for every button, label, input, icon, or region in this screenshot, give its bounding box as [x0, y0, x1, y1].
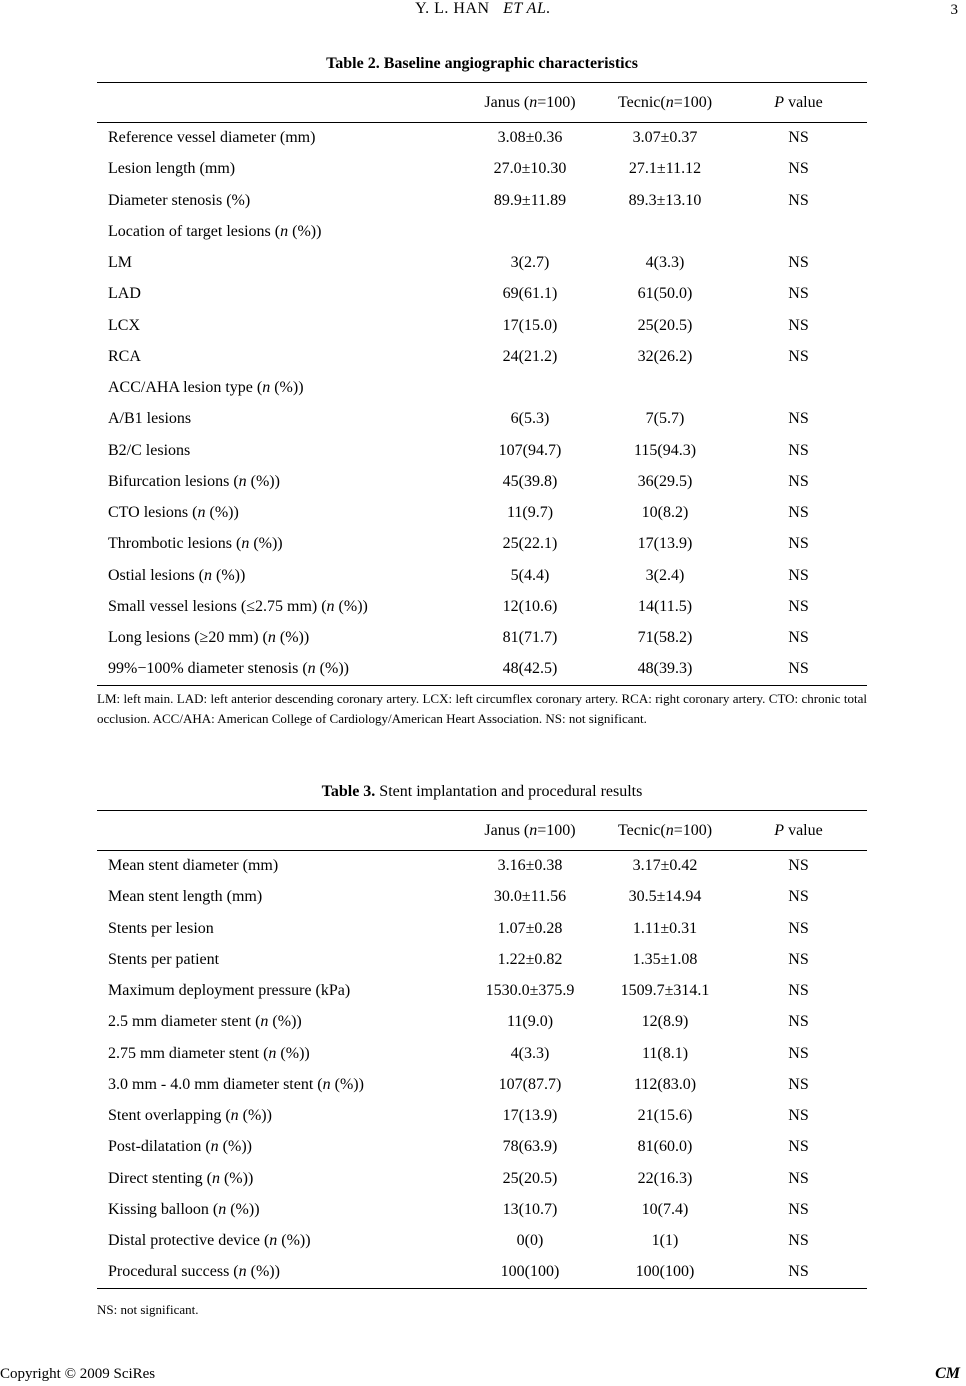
table-cell: NS	[788, 472, 809, 490]
table-cell: 61(50.0)	[637, 285, 693, 303]
table-cell: 1509.7±314.1	[620, 982, 710, 1000]
table-row	[97, 1194, 867, 1225]
table-row	[97, 591, 867, 622]
table-cell: 36(29.5)	[637, 472, 693, 490]
table-3-footnote: NS: not significant.	[97, 1302, 199, 1317]
column-header: P value	[774, 93, 823, 111]
table-cell	[730, 373, 867, 404]
table-cell: NS	[788, 660, 809, 678]
table-cell: 3.17±0.42	[632, 857, 698, 875]
row-label: Maximum deployment pressure (kPa)	[108, 982, 351, 1000]
table-cell: NS	[788, 316, 809, 334]
row-label: Procedural success (n (%))	[108, 1263, 280, 1281]
table-cell: NS	[788, 1200, 809, 1218]
table-cell: 1.07±0.28	[497, 919, 563, 937]
table-cell: 3(2.4)	[645, 566, 685, 584]
table-row	[97, 1101, 867, 1132]
table-cell: NS	[788, 1044, 809, 1062]
table-cell: 24(21.2)	[502, 347, 558, 365]
table-row	[97, 435, 867, 466]
row-label: Post-dilatation (n (%))	[108, 1138, 252, 1156]
table-3-caption	[97, 780, 867, 810]
row-label: RCA	[108, 347, 141, 365]
row-label: LM	[108, 254, 132, 272]
table-cell: 1.22±0.82	[497, 950, 563, 968]
table-cell: 10(7.4)	[641, 1200, 689, 1218]
row-label: Location of target lesions (n (%))	[108, 222, 322, 240]
table-cell: NS	[788, 160, 809, 178]
row-label: A/B1 lesions	[108, 410, 192, 428]
table-cell: NS	[788, 597, 809, 615]
table-2-block	[97, 52, 867, 686]
table-cell: 12(8.9)	[641, 1013, 689, 1031]
column-header-blank	[97, 811, 460, 851]
table-cell	[600, 216, 730, 247]
row-label: 2.75 mm diameter stent (n (%))	[108, 1044, 310, 1062]
table-row	[97, 976, 867, 1007]
table-cell: 7(5.7)	[645, 410, 685, 428]
table-row	[97, 529, 867, 560]
journal-abbreviation: CM	[935, 1365, 960, 1382]
table-row	[97, 373, 867, 404]
table-row	[97, 1007, 867, 1038]
row-label: Reference vessel diameter (mm)	[108, 129, 316, 147]
table-2-caption	[97, 52, 867, 82]
table-cell: 81(60.0)	[637, 1138, 693, 1156]
column-header: Janus (n=100)	[484, 93, 576, 111]
table-row	[97, 1038, 867, 1069]
row-label: 99%−100% diameter stenosis (n (%))	[108, 660, 349, 678]
row-label: 3.0 mm - 4.0 mm diameter stent (n (%))	[108, 1075, 364, 1093]
table-2-footnote: LM: left main. LAD: left anterior descending coronary artery. LCX: left circumflex coronary artery. RCA: right coronary artery. CTO: chronic total occlusion. ACC/AHA: American College of Cardiology/American Heart Association. NS: not significant.	[97, 691, 867, 726]
table-row	[97, 341, 867, 372]
table-cell: NS	[788, 1263, 809, 1281]
column-header: P value	[774, 821, 823, 839]
row-label: Diameter stenosis (%)	[108, 191, 251, 209]
table-2	[97, 82, 867, 686]
table-cell: NS	[788, 285, 809, 303]
table-row	[97, 560, 867, 591]
row-label: Mean stent diameter (mm)	[108, 857, 279, 875]
row-label: 2.5 mm diameter stent (n (%))	[108, 1013, 302, 1031]
table-cell: 13(10.7)	[502, 1200, 558, 1218]
table-cell: 17(13.9)	[502, 1107, 558, 1125]
row-label: Direct stenting (n (%))	[108, 1169, 254, 1187]
table-cell: 3(2.7)	[510, 254, 550, 272]
row-label: Thrombotic lesions (n (%))	[108, 535, 283, 553]
table-cell: NS	[788, 347, 809, 365]
table-2-title: Baseline angiographic characteristics	[383, 55, 638, 72]
table-cell: 11(9.7)	[506, 504, 554, 522]
table-cell: 48(39.3)	[637, 660, 693, 678]
table-cell: 48(42.5)	[502, 660, 558, 678]
table-row	[97, 279, 867, 310]
table-cell: NS	[788, 441, 809, 459]
table-cell: 30.5±14.94	[628, 888, 702, 906]
table-cell	[460, 373, 600, 404]
row-label: CTO lesions (n (%))	[108, 504, 239, 522]
table-cell: NS	[788, 191, 809, 209]
table-cell: 107(94.7)	[498, 441, 562, 459]
table-cell: 107(87.7)	[498, 1075, 562, 1093]
table-cell: NS	[788, 129, 809, 147]
table-cell: 78(63.9)	[502, 1138, 558, 1156]
table-cell: 100(100)	[500, 1263, 560, 1281]
table-row	[97, 154, 867, 185]
table-cell: 112(83.0)	[633, 1075, 697, 1093]
table-cell: 1.35±1.08	[632, 950, 698, 968]
table-cell	[600, 373, 730, 404]
table-cell: 11(9.0)	[506, 1013, 554, 1031]
table-cell: NS	[788, 950, 809, 968]
row-label: Stents per patient	[108, 950, 220, 968]
table-cell	[460, 216, 600, 247]
table-cell: 4(3.3)	[645, 254, 685, 272]
table-cell: NS	[788, 566, 809, 584]
table-row	[97, 466, 867, 497]
author-suffix: ET AL.	[503, 0, 551, 17]
table-cell: 1(1)	[651, 1232, 679, 1250]
row-label: Kissing balloon (n (%))	[108, 1200, 260, 1218]
row-label: Ostial lesions (n (%))	[108, 566, 246, 584]
table-3-header-row	[97, 811, 867, 851]
copyright-notice: Copyright © 2009 SciRes	[0, 1366, 156, 1382]
running-head-author	[0, 0, 966, 18]
table-2-body	[97, 123, 867, 686]
table-row	[97, 654, 867, 685]
row-label: B2/C lesions	[108, 441, 191, 459]
row-label: Small vessel lesions (≤2.75 mm) (n (%))	[108, 597, 368, 615]
table-cell: NS	[788, 888, 809, 906]
table-cell: 100(100)	[635, 1263, 695, 1281]
table-row	[97, 1163, 867, 1194]
table-cell: 4(3.3)	[510, 1044, 550, 1062]
table-3-body	[97, 851, 867, 1289]
table-cell: 5(4.4)	[510, 566, 550, 584]
table-row	[97, 913, 867, 944]
table-cell: 17(13.9)	[637, 535, 693, 553]
table-cell: 25(20.5)	[502, 1169, 558, 1187]
table-row	[97, 498, 867, 529]
table-cell: 3.08±0.36	[497, 129, 563, 147]
table-row	[97, 216, 867, 247]
table-cell: 3.16±0.38	[497, 857, 563, 875]
column-header: Tecnic(n=100)	[617, 821, 713, 839]
table-cell: 0(0)	[516, 1232, 544, 1250]
table-cell: 11(8.1)	[641, 1044, 689, 1062]
table-row	[97, 123, 867, 154]
table-cell: 115(94.3)	[633, 441, 697, 459]
table-cell: 17(15.0)	[502, 316, 558, 334]
row-label: Long lesions (≥20 mm) (n (%))	[108, 629, 310, 647]
table-2-header-row	[97, 83, 867, 123]
table-cell: NS	[788, 629, 809, 647]
table-cell: 10(8.2)	[641, 504, 689, 522]
row-label: Stent overlapping (n (%))	[108, 1107, 272, 1125]
table-3-title: Stent implantation and procedural results	[379, 783, 643, 800]
table-cell: NS	[788, 1013, 809, 1031]
table-row	[97, 310, 867, 341]
row-label: Distal protective device (n (%))	[108, 1232, 311, 1250]
row-label: Stents per lesion	[108, 919, 214, 937]
row-label: Mean stent length (mm)	[108, 888, 263, 906]
table-cell: 25(20.5)	[637, 316, 693, 334]
table-cell: 30.0±11.56	[493, 888, 567, 906]
table-cell: NS	[788, 1169, 809, 1187]
row-label: LCX	[108, 316, 140, 334]
column-header-blank	[97, 83, 460, 123]
table-cell: 71(58.2)	[637, 629, 693, 647]
table-row	[97, 1226, 867, 1257]
table-row	[97, 1132, 867, 1163]
table-3-block	[97, 780, 867, 1289]
table-cell: NS	[788, 535, 809, 553]
table-row	[97, 1257, 867, 1288]
table-cell: NS	[788, 982, 809, 1000]
table-cell: NS	[788, 410, 809, 428]
running-head	[0, 0, 966, 24]
table-row	[97, 248, 867, 279]
page-number: 3	[950, 2, 958, 18]
table-cell: 27.0±10.30	[493, 160, 567, 178]
table-cell: NS	[788, 504, 809, 522]
table-cell: 1530.0±375.9	[485, 982, 575, 1000]
table-row	[97, 1069, 867, 1100]
table-cell: 27.1±11.12	[628, 160, 702, 178]
table-cell: 32(26.2)	[637, 347, 693, 365]
table-cell: 89.3±13.10	[628, 191, 702, 209]
table-row	[97, 404, 867, 435]
table-cell: NS	[788, 1075, 809, 1093]
table-cell: NS	[788, 254, 809, 272]
table-row	[97, 882, 867, 913]
table-row	[97, 623, 867, 654]
table-cell: 22(16.3)	[637, 1169, 693, 1187]
table-cell: NS	[788, 1107, 809, 1125]
table-cell: 6(5.3)	[510, 410, 550, 428]
table-row	[97, 944, 867, 975]
column-header: Janus (n=100)	[484, 821, 576, 839]
row-label: Bifurcation lesions (n (%))	[108, 472, 280, 490]
table-cell: 1.11±0.31	[632, 919, 698, 937]
table-row	[97, 185, 867, 216]
table-cell: 3.07±0.37	[632, 129, 698, 147]
table-cell: 45(39.8)	[502, 472, 558, 490]
table-cell: NS	[788, 1138, 809, 1156]
row-label: LAD	[108, 285, 141, 303]
table-cell: 14(11.5)	[637, 597, 693, 615]
table-cell: 25(22.1)	[502, 535, 558, 553]
table-cell: 69(61.1)	[502, 285, 558, 303]
table-2-label: Table 2.	[326, 55, 380, 72]
table-row	[97, 851, 867, 882]
column-header: Tecnic(n=100)	[617, 93, 713, 111]
table-cell	[730, 216, 867, 247]
table-3	[97, 810, 867, 1289]
table-cell: NS	[788, 1232, 809, 1250]
table-cell: NS	[788, 919, 809, 937]
row-label: Lesion length (mm)	[108, 160, 236, 178]
table-cell: 21(15.6)	[637, 1107, 693, 1125]
table-cell: NS	[788, 857, 809, 875]
table-cell: 12(10.6)	[502, 597, 558, 615]
table-3-label: Table 3.	[321, 783, 376, 800]
table-cell: 81(71.7)	[502, 629, 558, 647]
author-name: Y. L. HAN	[415, 0, 490, 17]
row-label: ACC/AHA lesion type (n (%))	[108, 379, 304, 397]
table-cell: 89.9±11.89	[493, 191, 567, 209]
